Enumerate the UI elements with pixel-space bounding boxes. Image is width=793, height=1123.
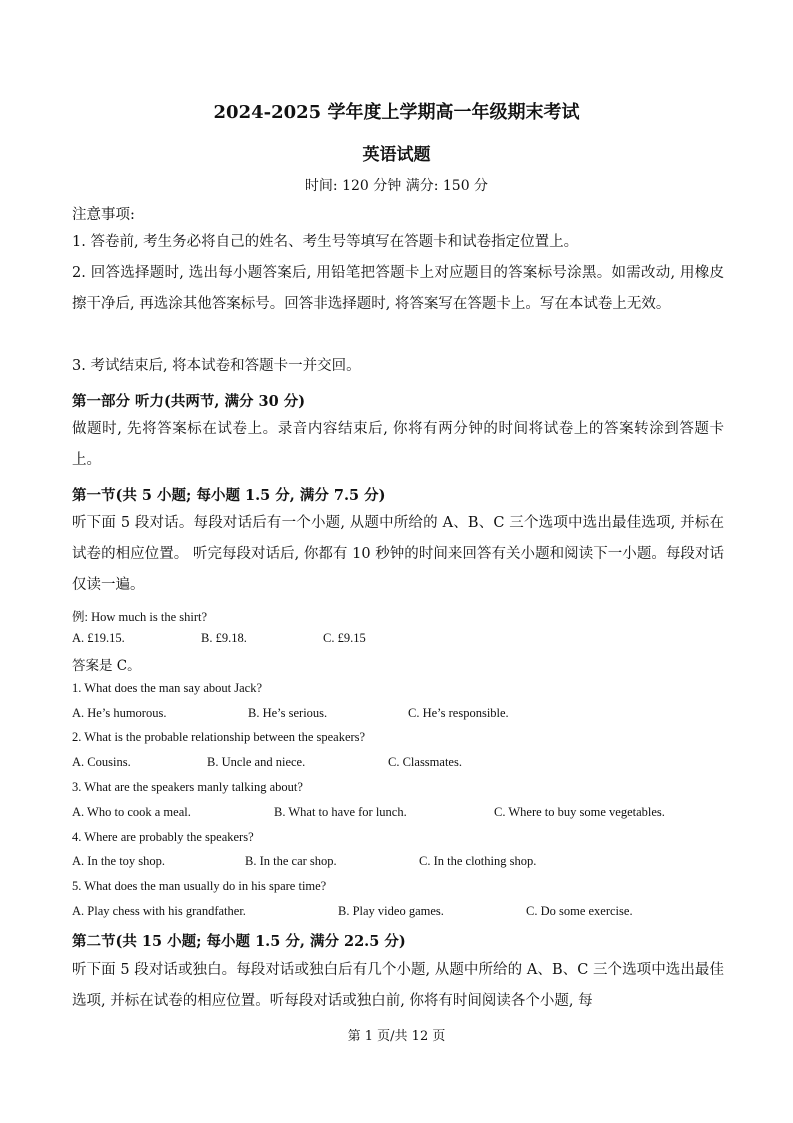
question-5-option-b: B. Play video games. xyxy=(338,904,444,918)
question-2: 2. What is the probable relationship between the speakers? xyxy=(72,730,366,744)
section2-heading: 第二节(共 15 小题; 每小题 1.5 分, 满分 22.5 分) xyxy=(72,933,406,950)
question-5-option-a: A. Play chess with his grandfather. xyxy=(72,904,246,918)
section1-instructions: 听下面 5 段对话。每段对话后有一个小题, 从题中所给的 A、B、C 三个选项中选出最佳选项, 并标在试卷的相应位置。 听完每段对话后, 你都有 10 秒钟的时间来回答有关小题和阅读下一小题。每段对话仅读一遍。 xyxy=(72,515,724,593)
notes-item-2: 2. 回答选择题时, 选出每小题答案后, 用铅笔把答题卡上对应题目的答案标号涂黑。如需改动, 用橡皮擦干净后, 再选涂其他答案标号。回答非选择题时, 将答案写在答题卡上。写在本试卷上无效。 xyxy=(72,265,724,312)
question-1-option-b: B. He’s serious. xyxy=(248,706,328,720)
question-2-option-c: C. Classmates. xyxy=(388,755,462,769)
question-4-option-a: A. In the toy shop. xyxy=(72,854,166,868)
question-5-option-c: C. Do some exercise. xyxy=(526,904,633,918)
notes-item-1: 1. 答卷前, 考生务必将自己的姓名、考生号等填写在答题卡和试卷指定位置上。 xyxy=(72,234,579,250)
question-1-option-a: A. He’s humorous. xyxy=(72,706,167,720)
example-option-a: A. £19.15. xyxy=(72,631,125,645)
question-4-option-b: B. In the car shop. xyxy=(245,854,337,868)
exam-subject: 英语试题 xyxy=(362,145,431,165)
question-1: 1. What does the man say about Jack? xyxy=(72,681,262,695)
example-option-b: B. £9.18. xyxy=(201,631,247,645)
notes-item-3: 3. 考试结束后, 将本试卷和答题卡一并交回。 xyxy=(72,358,361,374)
question-3-option-c: C. Where to buy some vegetables. xyxy=(494,805,665,819)
part1-heading: 第一部分 听力(共两节, 满分 30 分) xyxy=(72,393,306,410)
example-option-c: C. £9.15 xyxy=(323,631,366,645)
question-5: 5. What does the man usually do in his spare time? xyxy=(72,879,327,893)
exam-time-info: 时间: 120 分钟 满分: 150 分 xyxy=(304,178,489,194)
question-3-option-a: A. Who to cook a meal. xyxy=(72,805,191,819)
question-3-option-b: B. What to have for lunch. xyxy=(274,805,407,819)
exam-title: 2024-2025 学年度上学期高一年级期末考试 xyxy=(213,102,580,123)
question-4-option-c: C. In the clothing shop. xyxy=(419,854,537,868)
question-3: 3. What are the speakers manly talking about? xyxy=(72,780,303,794)
part1-instructions: 做题时, 先将答案标在试卷上。录音内容结束后, 你将有两分钟的时间将试卷上的答案转涂到答题卡上。 xyxy=(72,421,724,468)
section2-instructions: 听下面 5 段对话或独白。每段对话或独白后有几个小题, 从题中所给的 A、B、C 三个选项中选出最佳选项, 并标在试卷的相应位置。听每段对话或独白前, 你将有时间阅读各个小题, 每 xyxy=(72,962,724,1009)
question-2-option-a: A. Cousins. xyxy=(72,755,131,769)
section1-heading: 第一节(共 5 小题; 每小题 1.5 分, 满分 7.5 分) xyxy=(72,487,386,504)
question-1-option-c: C. He’s responsible. xyxy=(408,706,509,720)
question-4: 4. Where are probably the speakers? xyxy=(72,830,254,844)
notes-heading: 注意事项: xyxy=(72,207,135,223)
example-question: 例: How much is the shirt? xyxy=(72,610,208,624)
question-2-option-b: B. Uncle and niece. xyxy=(207,755,306,769)
example-answer: 答案是 C。 xyxy=(72,658,141,674)
page-number: 第 1 页/共 12 页 xyxy=(347,1029,446,1044)
